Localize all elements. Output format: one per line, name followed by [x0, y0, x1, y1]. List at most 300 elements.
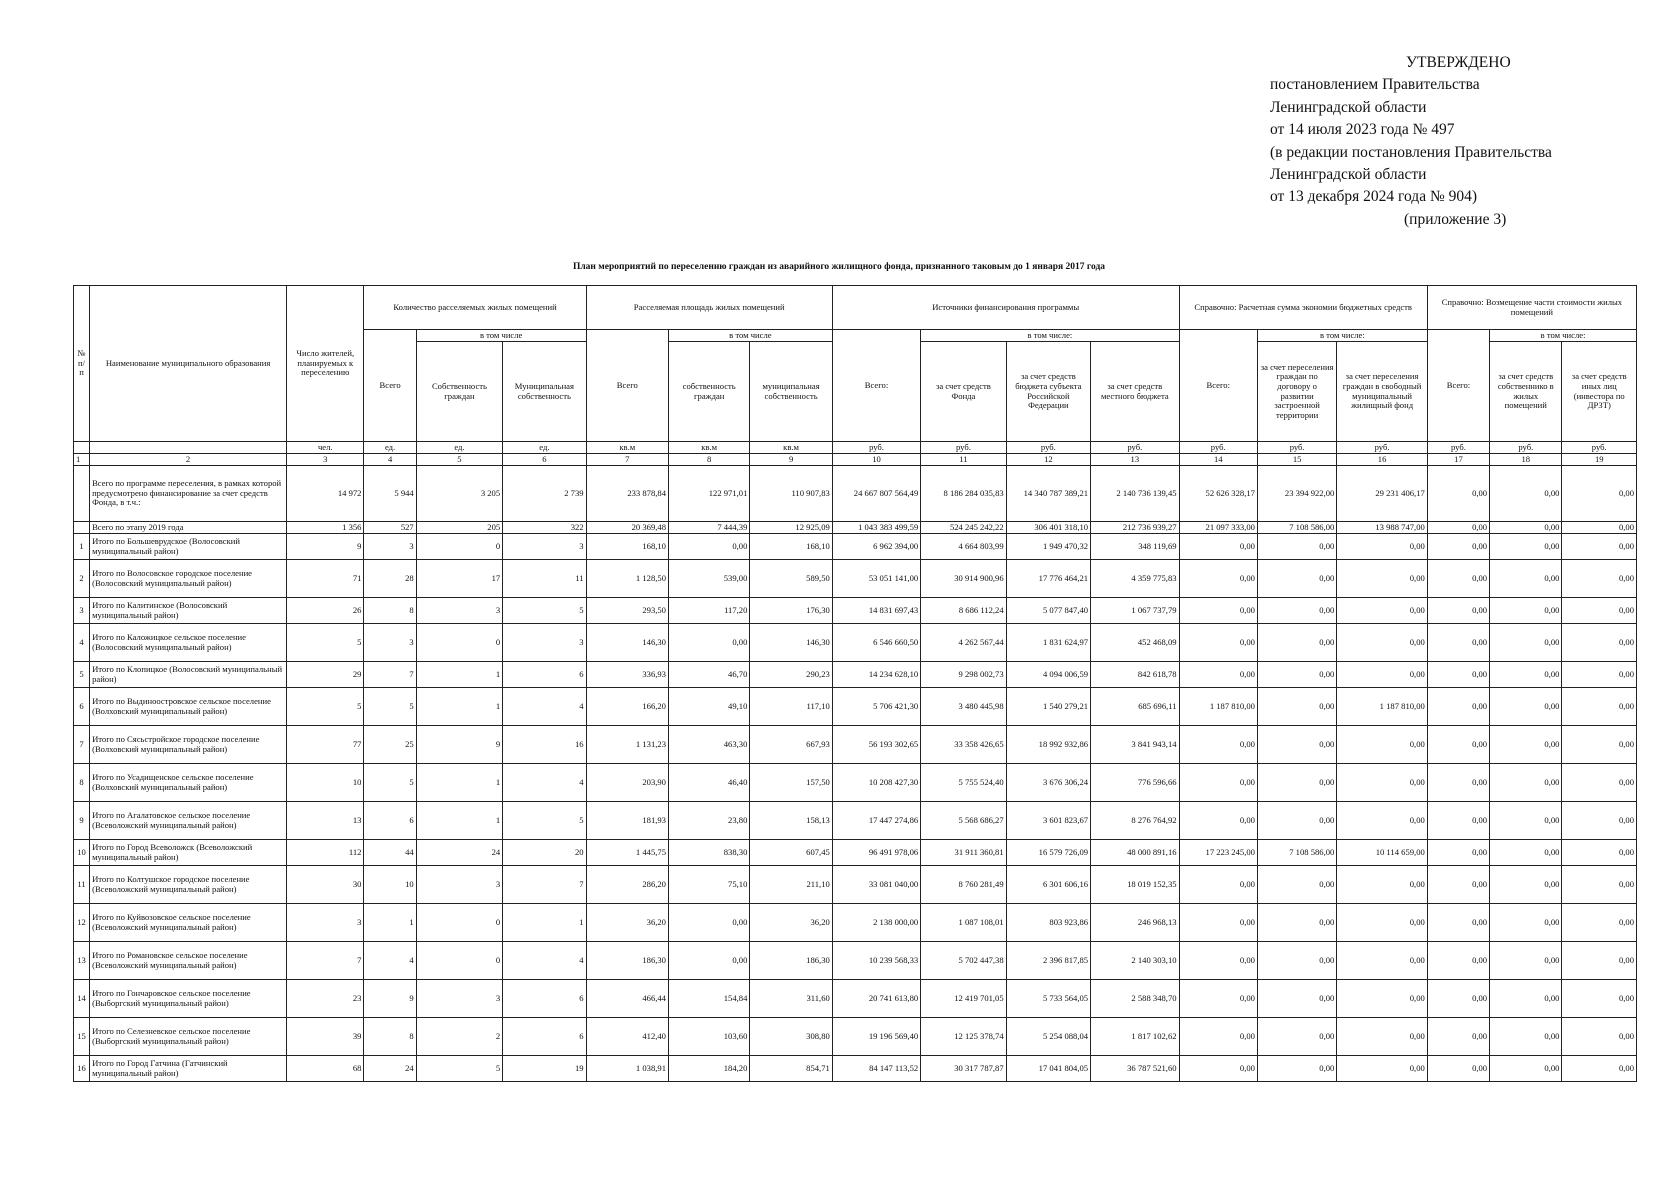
value-cell: 20	[503, 840, 586, 866]
value-cell: 1	[364, 904, 416, 942]
total-row	[74, 466, 1637, 522]
value-cell: 0,00	[1490, 726, 1562, 764]
value-cell: 168,10	[750, 534, 832, 560]
value-cell: 0	[416, 942, 502, 980]
value-cell: 1 445,75	[586, 840, 668, 866]
value-cell: 1 187 810,00	[1179, 688, 1257, 726]
value-cell: 10	[287, 764, 364, 802]
value-cell: 685 696,11	[1091, 688, 1179, 726]
row-number	[74, 522, 90, 534]
value-cell: 0,00	[1257, 688, 1336, 726]
table-row	[74, 534, 1637, 560]
value-cell: 212 736 939,27	[1091, 522, 1179, 534]
value-cell: 10 114 659,00	[1337, 840, 1427, 866]
value-cell: 0,00	[1337, 980, 1427, 1018]
value-cell: 110 907,83	[750, 466, 832, 522]
value-cell: 56 193 302,65	[832, 726, 920, 764]
municipality-name: Итого по Селезневское сельское поселение (Выборгский муниципальный район)	[90, 1018, 287, 1056]
value-cell: 2 396 817,85	[1006, 942, 1090, 980]
value-cell: 11	[503, 560, 586, 598]
value-cell: 0,00	[1337, 866, 1427, 904]
value-cell: 667,93	[750, 726, 832, 764]
value-cell: 0,00	[1490, 688, 1562, 726]
value-cell: 5	[503, 598, 586, 624]
value-cell: 4	[503, 942, 586, 980]
header-total: Всего	[586, 330, 668, 442]
value-cell: 0,00	[1562, 726, 1637, 764]
row-number: 13	[74, 942, 90, 980]
municipality-name: Итого по Колтушское городское поселение (Всеволожский муниципальный район)	[90, 866, 287, 904]
approval-line: от 13 декабря 2024 года № 904)	[1270, 188, 1478, 206]
value-cell: 2 140 736 139,45	[1091, 466, 1179, 522]
colnum-cell: 14	[1179, 454, 1257, 466]
value-cell: 0,00	[1257, 560, 1336, 598]
value-cell: 46,40	[668, 764, 749, 802]
header-subject-budget: за счет средств бюджета субъекта Российской Федерации	[1006, 342, 1090, 442]
value-cell: 0,00	[1257, 1056, 1336, 1082]
value-cell: 19	[503, 1056, 586, 1082]
unit-cell: руб.	[1006, 442, 1090, 454]
value-cell: 0,00	[1257, 942, 1336, 980]
value-cell: 5	[287, 688, 364, 726]
value-cell: 5 702 447,38	[921, 942, 1006, 980]
row-number: 4	[74, 624, 90, 662]
value-cell: 0,00	[1490, 560, 1562, 598]
value-cell: 776 596,66	[1091, 764, 1179, 802]
unit-cell: ед.	[364, 442, 416, 454]
value-cell: 0,00	[1337, 942, 1427, 980]
value-cell: 36 787 521,60	[1091, 1056, 1179, 1082]
value-cell: 7	[503, 866, 586, 904]
value-cell: 0,00	[1562, 688, 1637, 726]
header-total: Всего:	[1179, 330, 1257, 442]
value-cell: 1 128,50	[586, 560, 668, 598]
unit-cell: руб.	[1562, 442, 1637, 454]
header-group-area: Расселяемая площадь жилых помещений	[586, 286, 832, 330]
value-cell: 117,10	[750, 688, 832, 726]
header-total: Всего:	[832, 330, 920, 442]
value-cell: 29	[287, 662, 364, 688]
table-row	[74, 942, 1637, 980]
value-cell: 49,10	[668, 688, 749, 726]
table-row	[74, 866, 1637, 904]
value-cell: 1	[416, 662, 502, 688]
municipality-name: Итого по Клопицкое (Волосовский муниципальный район)	[90, 662, 287, 688]
colnum-cell: 8	[668, 454, 749, 466]
value-cell: 0,00	[1490, 840, 1562, 866]
value-cell: 146,30	[586, 624, 668, 662]
header-total: Всего:	[1427, 330, 1489, 442]
value-cell: 293,50	[586, 598, 668, 624]
row-number: 1	[74, 534, 90, 560]
header-own-citizens: собственность граждан	[668, 342, 749, 442]
value-cell: 0,00	[1490, 764, 1562, 802]
value-cell: 0,00	[1562, 534, 1637, 560]
header-municipal: муниципальная собственность	[750, 342, 832, 442]
unit-cell: руб.	[832, 442, 920, 454]
header-incl: в том числе:	[1257, 330, 1427, 342]
value-cell: 7 108 586,00	[1257, 840, 1336, 866]
appendix-note: (приложение 3)	[1404, 210, 1507, 228]
table-row	[74, 598, 1637, 624]
value-cell: 3	[416, 866, 502, 904]
value-cell: 4	[364, 942, 416, 980]
row-number	[74, 466, 90, 522]
value-cell: 24	[416, 840, 502, 866]
header-municipal: Муниципальная собственность	[503, 342, 586, 442]
value-cell: 24	[364, 1056, 416, 1082]
value-cell: 527	[364, 522, 416, 534]
value-cell: 1 831 624,97	[1006, 624, 1090, 662]
value-cell: 2 739	[503, 466, 586, 522]
value-cell: 308,80	[750, 1018, 832, 1056]
value-cell: 26	[287, 598, 364, 624]
value-cell: 0,00	[1337, 560, 1427, 598]
value-cell: 5	[364, 688, 416, 726]
unit-cell: руб.	[1179, 442, 1257, 454]
header-name: Наименование муниципального образования	[90, 286, 287, 442]
value-cell: 1 949 470,32	[1006, 534, 1090, 560]
value-cell: 2	[416, 1018, 502, 1056]
value-cell: 44	[364, 840, 416, 866]
unit-cell: руб.	[1091, 442, 1179, 454]
header-fund: за счет средств Фонда	[921, 342, 1006, 442]
municipality-name: Итого по Каложицкое сельское поселение (Волосовский муниципальный район)	[90, 624, 287, 662]
row-number: 16	[74, 1056, 90, 1082]
value-cell: 33 081 040,00	[832, 866, 920, 904]
value-cell: 3	[287, 904, 364, 942]
value-cell: 3 601 823,67	[1006, 802, 1090, 840]
value-cell: 13 988 747,00	[1337, 522, 1427, 534]
header-free-fund: за счет переселения граждан в свободный муниципальный жилищный фонд	[1337, 342, 1427, 442]
value-cell: 0,00	[1427, 1018, 1489, 1056]
value-cell: 0,00	[1257, 866, 1336, 904]
value-cell: 0,00	[1427, 466, 1489, 522]
header-no: № п/п	[74, 286, 90, 442]
value-cell: 0,00	[1179, 980, 1257, 1018]
value-cell: 0,00	[1427, 688, 1489, 726]
value-cell: 14 234 628,10	[832, 662, 920, 688]
value-cell: 14 972	[287, 466, 364, 522]
value-cell: 0,00	[1179, 598, 1257, 624]
value-cell: 0,00	[1562, 802, 1637, 840]
header-group-refund: Справочно: Возмещение части стоимости жилых помещений	[1427, 286, 1636, 330]
value-cell: 7 108 586,00	[1257, 522, 1336, 534]
value-cell: 0,00	[1257, 726, 1336, 764]
value-cell: 4	[503, 764, 586, 802]
municipality-name: Итого по Выдиноостровское сельское поселение (Волховский муниципальный район)	[90, 688, 287, 726]
value-cell: 3	[503, 534, 586, 560]
value-cell: 8 760 281,49	[921, 866, 1006, 904]
value-cell: 0,00	[1179, 942, 1257, 980]
value-cell: 0,00	[1427, 1056, 1489, 1082]
value-cell: 0,00	[1337, 624, 1427, 662]
unit-cell: руб.	[1427, 442, 1489, 454]
value-cell: 14 340 787 389,21	[1006, 466, 1090, 522]
row-number: 6	[74, 688, 90, 726]
value-cell: 17 223 245,00	[1179, 840, 1257, 866]
value-cell: 452 468,09	[1091, 624, 1179, 662]
value-cell: 8	[364, 598, 416, 624]
value-cell: 290,23	[750, 662, 832, 688]
value-cell: 0,00	[1562, 1018, 1637, 1056]
value-cell: 0,00	[668, 534, 749, 560]
value-cell: 158,13	[750, 802, 832, 840]
value-cell: 3 480 445,98	[921, 688, 1006, 726]
value-cell: 0,00	[668, 942, 749, 980]
header-own-citizens: Собственность граждан	[416, 342, 502, 442]
value-cell: 5	[503, 802, 586, 840]
table-row	[74, 560, 1637, 598]
value-cell: 0,00	[1490, 1018, 1562, 1056]
row-number: 9	[74, 802, 90, 840]
value-cell: 12 125 378,74	[921, 1018, 1006, 1056]
value-cell: 0,00	[1427, 942, 1489, 980]
value-cell: 186,30	[750, 942, 832, 980]
value-cell: 0,00	[1337, 1056, 1427, 1082]
value-cell: 203,90	[586, 764, 668, 802]
municipality-name: Итого по Калитинское (Волосовский муниципальный район)	[90, 598, 287, 624]
value-cell: 0,00	[1427, 726, 1489, 764]
header-dev-territory: за счет переселения граждан по договору о развитии застроенной территории	[1257, 342, 1336, 442]
value-cell: 3	[364, 534, 416, 560]
value-cell: 211,10	[750, 866, 832, 904]
value-cell: 112	[287, 840, 364, 866]
value-cell: 48 000 891,16	[1091, 840, 1179, 866]
value-cell: 0,00	[1179, 764, 1257, 802]
value-cell: 1 067 737,79	[1091, 598, 1179, 624]
table-body	[74, 466, 1637, 1082]
document-title: План мероприятий по переселению граждан из аварийного жилищного фонда, признанного таковым до 1 января 2017 года	[572, 262, 1106, 272]
value-cell: 53 051 141,00	[832, 560, 920, 598]
value-cell: 0,00	[1427, 624, 1489, 662]
value-cell: 0,00	[668, 624, 749, 662]
value-cell: 0,00	[1337, 662, 1427, 688]
value-cell: 0,00	[1427, 904, 1489, 942]
approval-line: постановлением Правительства	[1270, 76, 1480, 94]
value-cell: 9	[364, 980, 416, 1018]
value-cell: 30 317 787,87	[921, 1056, 1006, 1082]
header-incl: в том числе	[668, 330, 832, 342]
colnum-cell: 4	[364, 454, 416, 466]
value-cell: 0,00	[1257, 904, 1336, 942]
value-cell: 0,00	[1427, 598, 1489, 624]
value-cell: 31 911 360,81	[921, 840, 1006, 866]
value-cell: 5	[416, 1056, 502, 1082]
value-cell: 0,00	[1490, 662, 1562, 688]
row-number: 10	[74, 840, 90, 866]
value-cell: 0,00	[1427, 764, 1489, 802]
header-group-financing: Источники финансирования программы	[832, 286, 1179, 330]
value-cell: 0,00	[1179, 1056, 1257, 1082]
value-cell: 36,20	[586, 904, 668, 942]
value-cell: 0,00	[1257, 662, 1336, 688]
value-cell: 6 962 394,00	[832, 534, 920, 560]
value-cell: 0,00	[1257, 764, 1336, 802]
value-cell: 463,30	[668, 726, 749, 764]
row-number: 8	[74, 764, 90, 802]
value-cell: 0,00	[1179, 624, 1257, 662]
value-cell: 1 043 383 499,59	[832, 522, 920, 534]
value-cell: 322	[503, 522, 586, 534]
value-cell: 122 971,01	[668, 466, 749, 522]
header-residents: Число жителей, планируемых к переселению	[287, 286, 364, 442]
value-cell: 1 356	[287, 522, 364, 534]
colnum-cell: 3	[287, 454, 364, 466]
value-cell: 96 491 978,06	[832, 840, 920, 866]
table-row	[74, 1018, 1637, 1056]
value-cell: 13	[287, 802, 364, 840]
value-cell: 14 831 697,43	[832, 598, 920, 624]
colnum-cell: 2	[90, 454, 287, 466]
municipality-name: Итого по Агалатовское сельское поселение (Всеволожский муниципальный район)	[90, 802, 287, 840]
value-cell: 7	[364, 662, 416, 688]
value-cell: 0,00	[1562, 662, 1637, 688]
value-cell: 3	[416, 598, 502, 624]
value-cell: 0,00	[1427, 802, 1489, 840]
value-cell: 3 841 943,14	[1091, 726, 1179, 764]
value-cell: 1 817 102,62	[1091, 1018, 1179, 1056]
value-cell: 1 087 108,01	[921, 904, 1006, 942]
value-cell: 0,00	[1179, 904, 1257, 942]
colnum-cell: 7	[586, 454, 668, 466]
value-cell: 1 038,91	[586, 1056, 668, 1082]
unit-cell: кв.м	[668, 442, 749, 454]
table-row	[74, 802, 1637, 840]
value-cell: 0,00	[1490, 466, 1562, 522]
value-cell: 0,00	[1257, 1018, 1336, 1056]
municipality-name: Итого по Волосовское городское поселение (Волосовский муниципальный район)	[90, 560, 287, 598]
value-cell: 10	[364, 866, 416, 904]
row-number: 3	[74, 598, 90, 624]
value-cell: 3 676 306,24	[1006, 764, 1090, 802]
value-cell: 1 540 279,21	[1006, 688, 1090, 726]
total-row	[74, 522, 1637, 534]
value-cell: 0,00	[1562, 840, 1637, 866]
value-cell: 28	[364, 560, 416, 598]
municipality-name: Итого по Сясьстройское городское поселение (Волховский муниципальный район)	[90, 726, 287, 764]
row-number: 7	[74, 726, 90, 764]
value-cell: 29 231 406,17	[1337, 466, 1427, 522]
value-cell: 6	[503, 662, 586, 688]
value-cell: 4 664 803,99	[921, 534, 1006, 560]
value-cell: 30 914 900,96	[921, 560, 1006, 598]
colnum-cell: 15	[1257, 454, 1336, 466]
unit-cell: ед.	[503, 442, 586, 454]
colnum-cell: 12	[1006, 454, 1090, 466]
value-cell: 0,00	[1490, 866, 1562, 904]
table-row	[74, 980, 1637, 1018]
value-cell: 17 776 464,21	[1006, 560, 1090, 598]
value-cell: 0,00	[1562, 522, 1637, 534]
header-owners: за счет средств собственнико в жилых помещений	[1490, 342, 1562, 442]
value-cell: 4 094 006,59	[1006, 662, 1090, 688]
value-cell: 0,00	[1337, 726, 1427, 764]
value-cell: 0,00	[1490, 802, 1562, 840]
table-row	[74, 726, 1637, 764]
value-cell: 181,93	[586, 802, 668, 840]
value-cell: 0,00	[1427, 534, 1489, 560]
value-cell: 0,00	[1427, 522, 1489, 534]
unit-cell: ед.	[416, 442, 502, 454]
value-cell: 0,00	[1257, 598, 1336, 624]
value-cell: 1 131,23	[586, 726, 668, 764]
value-cell: 168,10	[586, 534, 668, 560]
value-cell: 0,00	[1337, 764, 1427, 802]
value-cell: 5	[287, 624, 364, 662]
approval-line: от 14 июля 2023 года № 497	[1270, 121, 1455, 139]
value-cell: 7	[287, 942, 364, 980]
table-row	[74, 688, 1637, 726]
municipality-name: Всего по программе переселения, в рамках которой предусмотрено финансирование за счет средств Фонда, в т.ч.:	[90, 466, 287, 522]
value-cell: 0,00	[1257, 980, 1336, 1018]
value-cell: 0,00	[1490, 624, 1562, 662]
header-group-economy: Справочно: Расчетная сумма экономии бюджетных средств	[1179, 286, 1427, 330]
value-cell: 0,00	[1179, 866, 1257, 904]
value-cell: 842 618,78	[1091, 662, 1179, 688]
value-cell: 52 626 328,17	[1179, 466, 1257, 522]
value-cell: 0,00	[1179, 726, 1257, 764]
value-cell: 286,20	[586, 866, 668, 904]
value-cell: 0,00	[1562, 866, 1637, 904]
value-cell: 0,00	[1490, 534, 1562, 560]
value-cell: 0,00	[1337, 904, 1427, 942]
value-cell: 166,20	[586, 688, 668, 726]
row-number: 11	[74, 866, 90, 904]
colnum-cell: 10	[832, 454, 920, 466]
value-cell: 0,00	[1257, 802, 1336, 840]
municipality-name: Итого по Усадищенское сельское поселение (Волховский муниципальный район)	[90, 764, 287, 802]
value-cell: 0,00	[1562, 560, 1637, 598]
value-cell: 0,00	[1562, 1056, 1637, 1082]
unit-cell: руб.	[1257, 442, 1336, 454]
value-cell: 311,60	[750, 980, 832, 1018]
value-cell: 5 755 524,40	[921, 764, 1006, 802]
value-cell: 5 254 088,04	[1006, 1018, 1090, 1056]
value-cell: 23	[287, 980, 364, 1018]
value-cell: 0,00	[668, 904, 749, 942]
value-cell: 1	[416, 802, 502, 840]
value-cell: 75,10	[668, 866, 749, 904]
colnum-cell: 11	[921, 454, 1006, 466]
value-cell: 0,00	[1490, 598, 1562, 624]
value-cell: 0,00	[1490, 522, 1562, 534]
value-cell: 412,40	[586, 1018, 668, 1056]
value-cell: 18 992 932,86	[1006, 726, 1090, 764]
table-row	[74, 764, 1637, 802]
approval-heading: УТВЕРЖДЕНО	[1406, 54, 1511, 71]
value-cell: 19 196 569,40	[832, 1018, 920, 1056]
value-cell: 0,00	[1490, 942, 1562, 980]
value-cell: 5 944	[364, 466, 416, 522]
value-cell: 20 741 613,80	[832, 980, 920, 1018]
value-cell: 0,00	[1179, 662, 1257, 688]
municipality-name: Итого по Куйвозовское сельское поселение (Всеволожский муниципальный район)	[90, 904, 287, 942]
value-cell: 0,00	[1337, 1018, 1427, 1056]
value-cell: 9 298 002,73	[921, 662, 1006, 688]
value-cell: 0,00	[1179, 802, 1257, 840]
approval-block	[1270, 52, 1552, 231]
value-cell: 176,30	[750, 598, 832, 624]
value-cell: 2 138 000,00	[832, 904, 920, 942]
value-cell: 3	[416, 980, 502, 1018]
value-cell: 0,00	[1427, 662, 1489, 688]
header-incl: в том числе:	[921, 330, 1179, 342]
value-cell: 1	[416, 688, 502, 726]
row-number: 2	[74, 560, 90, 598]
value-cell: 30	[287, 866, 364, 904]
municipality-name: Итого по Город Всеволожск (Всеволожский муниципальный район)	[90, 840, 287, 866]
